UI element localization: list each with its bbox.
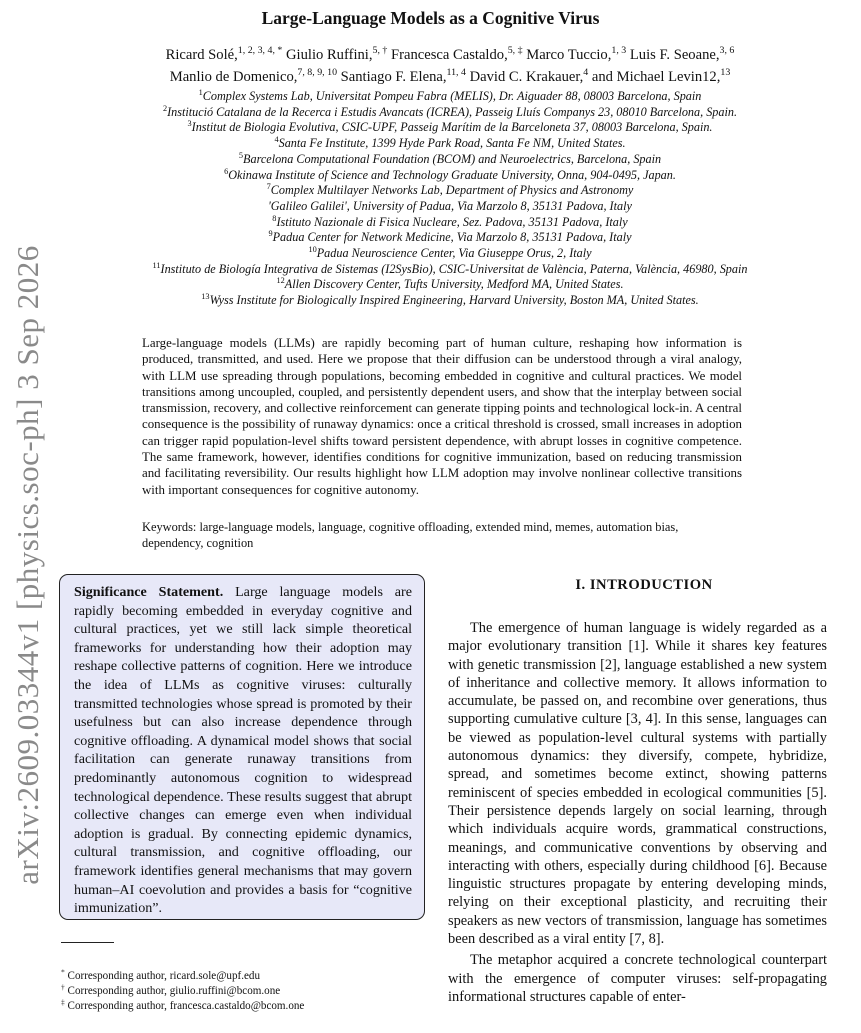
affiliation-text: Instituto de Biología Integrativa de Sistemas (I2SysBio), CSIC-Universitat de València, Paterna, València, 46980, Spain <box>160 261 748 276</box>
arxiv-identifier: arXiv:2609.03344v1 [physics.soc-ph] 3 Sep 2026 <box>10 245 45 885</box>
affiliation-list <box>60 89 840 309</box>
affiliation-number: 12 <box>276 276 285 286</box>
affiliation-number: 6 <box>224 166 229 176</box>
paper-title: Large-Language Models as a Cognitive Virus <box>261 8 600 28</box>
footnote-mark: * <box>61 967 65 977</box>
footnote <box>61 969 441 984</box>
footnote-mark: † <box>61 982 65 992</box>
footnote <box>61 996 441 1014</box>
affiliation <box>60 215 840 231</box>
author-list <box>100 44 800 88</box>
introduction-body <box>448 619 827 1006</box>
arxiv-sidebar <box>4 245 52 885</box>
affiliation <box>60 262 840 278</box>
footnote <box>61 984 441 999</box>
footnote-text: Corresponding author, ricard.sole@upf.edu <box>67 970 261 982</box>
paragraph: The metaphor acquired a concrete technological counterpart with the emergence of computer viruses: self-propagating informational structures capable of enter- <box>448 952 827 1005</box>
footnote-text: Corresponding author, francesca.castaldo@bcom.one <box>67 999 305 1012</box>
affiliation-number: 2 <box>162 103 168 113</box>
footnotes <box>61 969 441 1013</box>
author-line: Manlio de Domenico,$^{7, 8, 9, 10}$ Santiago F. Elena,$^{11, 4}$ David C. Krakauer,$^4$ and Michael Levin12,13 <box>169 67 731 85</box>
affiliation-number: 13 <box>201 292 210 302</box>
significance-text: Large language models are rapidly becoming embedded in everyday cognitive and cultural practices, yet we still lack simple theoretical frameworks for understanding how their adoption may reshape collective patterns of cognition. Here we introduce the idea of LLMs as cognitive viruses: culturally transmitted technologies whose spread is promoted by their usefulness but can also increase dependence through cognitive offloading. A dynamical model shows that social facilitation can generate runaway transitions from predominantly autonomous cognition to widespread technological dependence. These results suggest that abrupt collective changes can emerge even when individual adoption is gradual. By connecting epidemic dynamics, cultural transmission, and cognitive offloading, our framework identifies general mechanisms that may govern human–AI coevolution and provides a basis for “cognitive immunization”. <box>74 584 412 917</box>
affiliation-number: 11 <box>152 260 161 270</box>
affiliation-text: Allen Discovery Center, Tufts University, Medford MA, United States. <box>284 277 624 292</box>
footnote-mark: ‡ <box>61 996 65 1006</box>
affiliation-text: Santa Fe Institute, 1399 Hyde Park Road, Santa Fe NM, United States. <box>278 136 626 151</box>
affiliation <box>60 89 840 105</box>
affiliation <box>60 136 840 152</box>
significance-statement-box <box>59 574 425 920</box>
section-heading: I. INTRODUCTION <box>575 577 713 593</box>
affiliation-number: 5 <box>238 150 244 160</box>
footnote-text: Corresponding author, giulio.ruffini@bcom.one <box>67 984 281 997</box>
affiliation <box>60 293 840 309</box>
affiliation-text: Padua Center for Network Medicine, Via Marzolo 8, 35131 Padova, Italy <box>272 230 632 245</box>
keywords: Keywords: large-language models, language, cognitive offloading, extended mind, memes, automation bias, dependency, cognition <box>142 520 679 550</box>
affiliation-number: 3 <box>187 119 192 129</box>
affiliation <box>60 120 840 136</box>
affiliation <box>60 277 840 293</box>
affiliation <box>60 152 840 168</box>
affiliation-text: Padua Neuroscience Center, Via Giuseppe Orus, 2, Italy <box>316 246 592 261</box>
affiliation-number: 1 <box>198 87 203 97</box>
affiliation <box>60 199 840 215</box>
affiliation-text: 'Galileo Galilei', University of Padua, Via Marzolo 8, 35131 Padova, Italy <box>268 198 632 213</box>
author-line: Ricard Solé,$^{1, 2, 3, 4, *}$ Giulio Ruffini,$^{5, \dagger}$ Francesca Castaldo,$^{5, \ddagger}$ Marco Tuccio,$^{1, 3}$ Luis F. Seoane,$^{3, 6}$ <box>165 45 735 63</box>
affiliation-text: Institut de Biologia Evolutiva, CSIC-UPF, Passeig Marítim de la Barceloneta 37, 08003 Barcelona, Spain. <box>191 120 713 135</box>
affiliation-number: 10 <box>308 244 317 254</box>
affiliation-number: 9 <box>268 229 273 239</box>
significance-heading: Significance Statement. <box>74 584 224 600</box>
affiliation-text: Wyss Institute for Biologically Inspired Engineering, Harvard University, Boston MA, United States. <box>209 293 699 308</box>
affiliation <box>60 168 840 184</box>
affiliation-text: Barcelona Computational Foundation (BCOM) and Neuroelectrics, Barcelona, Spain <box>243 151 662 166</box>
footnote-divider <box>61 942 114 943</box>
affiliation-text: Institució Catalana de la Recerca i Estudis Avancats (ICREA), Passeig Lluís Companys 23, 08010 Barcelona, Spain. <box>167 104 738 119</box>
affiliation-number: 4 <box>274 135 279 145</box>
affiliation <box>60 105 840 121</box>
affiliation-number: 7 <box>266 182 271 192</box>
affiliation <box>60 183 840 199</box>
affiliation-text: Complex Systems Lab, Universitat Pompeu Fabra (MELIS), Dr. Aiguader 88, 08003 Barcelona, Spain <box>202 89 702 103</box>
affiliation-text: Istituto Nazionale di Fisica Nucleare, Sez. Padova, 35131 Padova, Italy <box>276 214 628 229</box>
paragraph: The emergence of human language is widely regarded as a major evolutionary transition [1]. While it shares key features with genetic transmission [2], language established a new system of inheritance and collective memory. It allows information to accumulate, be passed on, and recombine over generations, thus supporting cumulative culture [3, 4]. In this sense, languages can be viewed as population-level cultural systems with partially autonomous dynamics: they diversify, compete, hybridize, spread, and sometimes become extinct, showing patterns reminiscent of species embedded in ecological communities [5]. Their persistence depends largely on social learning, through which individuals acquire words, grammatical constructions, meanings, and communicative conventions by observing and interacting with others, especially during childhood [6]. Because linguistic structures propagate by entering developing minds, relying on their exceptional plasticity, and recruiting their speakers as new vectors of transmission, language has sometimes been described as a viral entity [7, 8]. <box>448 620 827 948</box>
affiliation-number: 8 <box>272 213 277 223</box>
affiliation <box>60 246 840 262</box>
affiliation-text: Complex Multilayer Networks Lab, Department of Physics and Astronomy <box>270 183 634 198</box>
abstract: Large-language models (LLMs) are rapidly becoming part of human culture, reshaping how information is produced, transmitted, and used. Here we propose that their diffusion can be understood through a viral analogy, with LLM use spreading through populations, becoming embedded in cognitive and cultural practices. We model transitions among uncoupled, coupled, and persistently dependent users, and show that the interplay between social transmission, recovery, and collective reinforcement can generate tipping points and technological lock-in. A central consequence is the possibility of runaway dynamics: once a critical threshold is crossed, small increases in adoption can trigger rapid population-level shifts toward persistent dependence, with abrupt losses in cognitive competence. The same framework, however, identifies conditions for cognitive immunization, based on reducing transmission and facilitating reversibility. Our results highlight how LLM adoption may involve nonlinear collective transitions with important consequences for cognitive autonomy. <box>142 336 742 497</box>
affiliation-text: Okinawa Institute of Science and Technology Graduate University, Onna, 904-0495, Japan. <box>228 167 676 182</box>
affiliation <box>60 230 840 246</box>
